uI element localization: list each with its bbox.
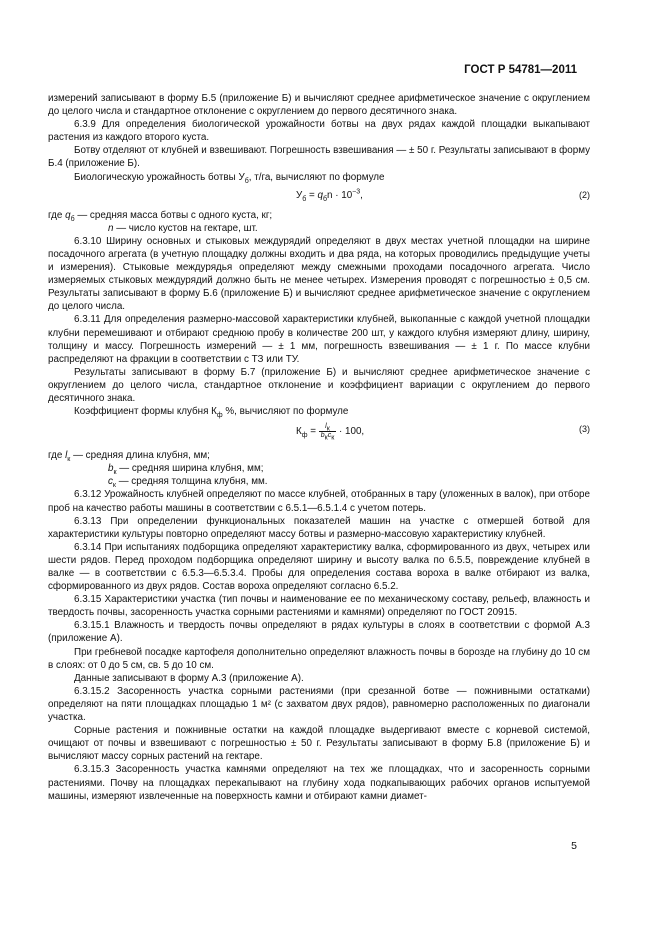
formula-number: (2) [579, 189, 590, 200]
formula-expression: $У_б = q_бn \cdot 10^{-3}$, [296, 188, 363, 203]
paragraph: При гребневой посадке картофеля дополнительно определяют влажность почвы в борозде на глубину до 10 см в слоях: от 0 до 5 см, св. 5 до 10 см. [48, 646, 590, 671]
where-clause: $c_к$ — средняя толщина клубня, мм. [108, 476, 268, 490]
paragraph: 6.3.10 Ширину основных и стыковых междурядий определяют в двух местах учетной площадки на ширине посадочного агрегата (в учетную площадку должны входить и два ряда, на которых проводились предыдущие учеты и измерения). Стыковые междурядья определяют между смежными проходами посадочного агрегата. Число измеряемых стыковых междурядий должно быть не менее четырех. Измерения проводят с погрешностью ± 0,5 см. Результаты записывают в форму Б.6 (приложение Б) и вычисляют среднее арифметическое значение с округлением до целого числа. [48, 235, 590, 313]
paragraph: Биологическую урожайность ботвы $У_б$, т/га, вычисляют по формуле [74, 171, 385, 185]
paragraph: 6.3.15.2 Засоренность участка сорными растениями (при срезанной ботве — пожнивными остатками) определяют на пяти площадках площадью 1 м² (с захватом двух рядов), равномерно расположенных по диагонали участка. [48, 685, 590, 724]
paragraph: Ботву отделяют от клубней и взвешивают. Погрешность взвешивания — ± 50 г. Результаты записывают в форму Б.4 (приложение Б). [48, 145, 590, 170]
paragraph: 6.3.15 Характеристики участка (тип почвы и наименование ее по механическому составу, рельеф, влажность и твердость почвы, засоренность участка сорными растениями и камнями) определяют по ГОСТ 20915. [48, 594, 590, 619]
where-clause: где $q_б$ — средняя масса ботвы с одного куста, кг; [48, 209, 273, 223]
paragraph: 6.3.11 Для определения размерно-массовой характеристики клубней, выкопанные с каждой учетной площадки клубни перемешивают и отбирают среднюю пробу в количестве 200 шт, у каждого клубня измеряют длину, ширину, толщину и массу. Погрешность измерений — ± 1 мм, погрешность взвешивания — ± 1 г. По массе клубни распределяют на фракции в соответствии с ТЗ или ТУ. [48, 314, 590, 365]
formula-2 [48, 186, 590, 206]
formula-number: (3) [579, 424, 590, 435]
page-number: 5 [571, 840, 577, 852]
where-clause: $b_к$ — средняя ширина клубня, мм; [108, 463, 264, 477]
where-clause: где $l_к$ — средняя длина клубня, мм; [48, 450, 210, 464]
paragraph: измерений записывают в форму Б.5 (приложение Б) и вычисляют среднее арифметическое значение с округлением до целого числа и стандартное отклонение с округлением до первого десятичного знака. [48, 93, 590, 118]
paragraph: 6.3.15.3 Засоренность участка камнями определяют на тех же площадках, что и засоренность сорными растениями. Почву на площадках перекапывают на глубину хода подкапывающих рабочих органов испытуемой машины, измеряют извлеченные на поверхность камни и отбирают камни диамет- [48, 764, 590, 802]
where-clause: n — число кустов на гектаре, шт. [108, 222, 258, 234]
paragraph: Коэффициент формы клубня $К_ф$ %, вычисляют по формуле [74, 406, 349, 420]
paragraph: Результаты записывают в форму Б.7 (приложение Б) и вычисляют среднее арифметическое значение с округлением до целого числа, стандартное отклонение и коэффициент вариации с округлением до первого десятичного знака. [48, 366, 590, 404]
paragraph: 6.3.14 При испытаниях подборщика определяют характеристику валка, сформированного из двух, четырех или шести рядов. Перед проходом подборщика определяют ширину и высоту валка по 6.5.5, повреждение клубней в валке — в соответствии с 6.5.3—6.5.3.4. Пробы для определения состава вороха в валке отбирают из валка, сформированного из двух рядов. Состав вороха определяют согласно 6.5.2. [48, 541, 590, 593]
paragraph: 6.3.9 Для определения биологической урожайности ботвы на двух рядах каждой площадки выкапывают растения из каждого второго куста. [48, 119, 590, 144]
formula-expression: $К_ф$ = $\frac{l_к}{b_кc_к}$ · 100, [296, 423, 365, 442]
formula-3 [48, 420, 590, 446]
document-header: ГОСТ Р 54781—2011 [464, 64, 577, 76]
paragraph: Данные записывают в форму А.3 (приложение А). [74, 672, 304, 684]
paragraph: 6.3.13 При определении функциональных показателей машин на участке с отмершей ботвой для характеристики культуры повторно определяют массу ботвы и размерно-массовую характеристику клубней. [48, 515, 590, 540]
paragraph: 6.3.12 Урожайность клубней определяют по массе клубней, отобранных в тару (уложенных в валок), при отборе проб на качество работы машины в соответствии с 6.5.1—6.5.1.4 с учетом потерь. [48, 489, 590, 514]
paragraph: 6.3.15.1 Влажность и твердость почвы определяют в рядах культуры в слоях в соответствии с формой А.3 (приложение А). [48, 620, 590, 645]
paragraph: Сорные растения и пожнивные остатки на каждой площадке выдергивают вместе с корневой системой, очищают от почвы и взвешивают с погрешностью ± 50 г. Результаты записывают в форму Б.8 (приложение Б) и вычисляют массу сорных растений на гектаре. [48, 725, 590, 763]
document-body [48, 92, 590, 803]
fraction: $\frac{l_к}{b_кc_к}$ [320, 423, 335, 442]
